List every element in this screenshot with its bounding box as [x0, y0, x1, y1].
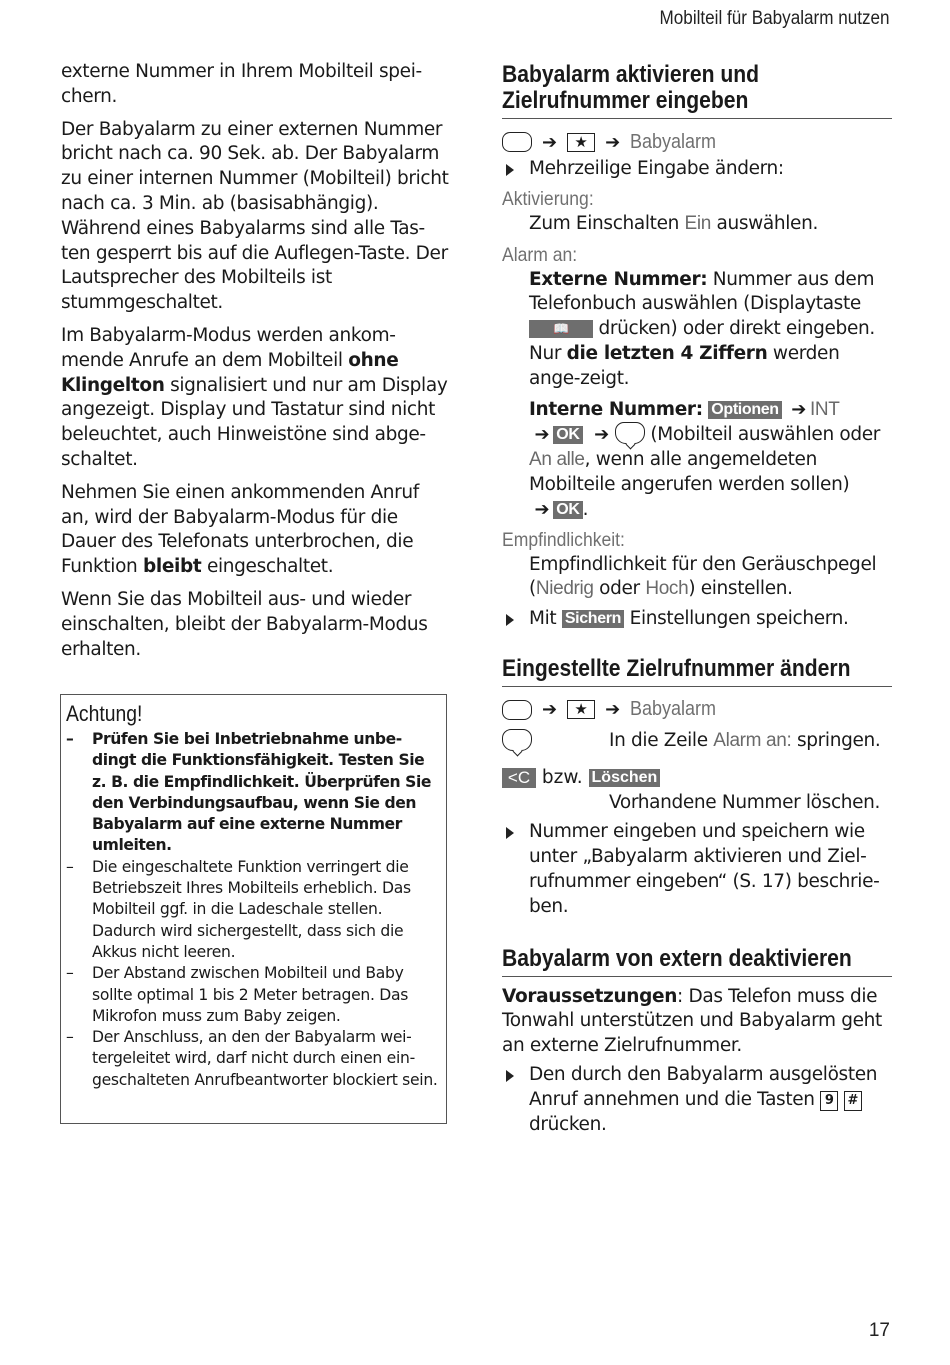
phonebook-key-icon: 📖: [529, 320, 593, 338]
warning-box: [60, 694, 447, 1124]
paragraph: Im Babyalarm-Modus werden ankom-mende Anrufe an dem Mobilteil ohne Klingelton signalisiert und nur am Display angezeigt. Display und Tastatur sind nicht beleuchtet, auch Hinweistöne sind abge-schaltet.: [61, 324, 448, 470]
key-row: <C bzw. Löschen: [502, 766, 892, 791]
menu-term: Babyalarm: [630, 698, 717, 721]
step-bullet-icon: [506, 164, 514, 176]
star-key-icon: ★: [567, 133, 595, 152]
warning-item: – Der Abstand zwischen Mobilteil und Baby sollte optimal 1 bis 2 Meter betragen. Das Mikrofon muss zum Baby zeigen.: [66, 964, 409, 1025]
paragraph: Der Babyalarm zu einer externen Nummer bricht nach ca. 90 Sek. ab. Der Babyalarm zu einer internen Nummer (Mobilteil) bricht nach ca. 3 Min. ab (basisabhängig). Während eines Babyalarms sind alle Tas-ten gesperrt bis auf die Auflegen-Taste. Der Lautsprecher des Mobilteils ist stummgeschaltet.: [61, 118, 449, 314]
field-description: Zum Einschalten Ein auswählen.: [529, 212, 818, 234]
warning-item: – Der Anschluss, an den der Babyalarm wei-tergeleitet wird, darf nicht durch einen ein-geschalteten Anrufbeantworter blockiert sein.: [66, 1028, 438, 1089]
step-bullet-icon: [506, 614, 514, 626]
menu-path: [502, 695, 892, 725]
section-title-activate: Babyalarm aktivieren und Zielrufnummer eingeben: [502, 62, 892, 119]
loeschen-key: Löschen: [589, 769, 661, 787]
bold-text: ohne Klingelton: [61, 349, 399, 396]
key-row-description: Vorhandene Nummer löschen.: [609, 791, 881, 813]
key-9-icon: 9: [820, 1091, 838, 1111]
step-bullet-icon: [506, 1070, 514, 1082]
field-description: Empfindlichkeit für den Geräuschpegel (Niedrig oder Hoch) einstellen.: [529, 553, 877, 600]
step: Nummer eingeben und speichern wie unter „Babyalarm aktivieren und Ziel-rufnummer eingeben“ (S. 17) beschrie-ben.: [502, 820, 892, 919]
step-bullet-icon: [506, 827, 514, 839]
paragraph: externe Nummer in Ihrem Mobilteil spei-chern.: [61, 61, 422, 107]
nav-updown-key-icon: [502, 729, 532, 751]
hash-key-icon: #: [844, 1091, 862, 1111]
left-column: [61, 60, 451, 670]
key-row: In die Zeile Alarm an: springen.: [502, 729, 892, 759]
ok-key: OK: [553, 426, 582, 444]
step: Mit Sichern Einstellungen speichern.: [502, 607, 892, 632]
star-key-icon: ★: [567, 700, 595, 719]
paragraph: Voraussetzungen: Das Telefon muss die Tonwahl unterstützen und Babyalarm geht an externe Zielrufnummer.: [502, 985, 882, 1057]
ok-key: OK: [553, 501, 582, 519]
step: Den durch den Babyalarm ausgelösten Anruf annehmen und die Tasten 9 # drücken.: [502, 1063, 892, 1137]
right-column: [502, 60, 892, 1137]
page-number: 17: [868, 1320, 890, 1341]
field-description: Externe Nummer: Nummer aus dem Telefonbuch auswählen (Displaytaste 📖 drücken) oder direkt eingeben. Nur die letzten 4 Ziffern werden ange-zeigt.: [529, 268, 875, 389]
warning-item: – Die eingeschaltete Funktion verringert die Betriebszeit Ihres Mobilteils erheblich. Das Mobilteil ggf. in die Ladeschale stellen. Dadurch wird sichergestellt, dass sich die Akkus nicht leeren.: [66, 857, 411, 961]
warning-item: – Prüfen Sie bei Inbetriebnahme unbe-dingt die Funktionsfähigkeit. Testen Sie z. B. die Empfindlichkeit. Überprüfen Sie den Verbindungsaufbau, wenn Sie den Babyalarm auf eine externe Nummer umleiten.: [66, 730, 431, 855]
section-title-deactivate: Babyalarm von extern deaktivieren: [502, 946, 892, 977]
nav-updown-key-icon: [615, 422, 645, 444]
step: Mehrzeilige Eingabe ändern:: [502, 157, 892, 182]
arrow-icon: ➔: [605, 131, 621, 153]
field-label: Empfindlichkeit:: [502, 528, 625, 551]
menu-term: Babyalarm: [630, 130, 717, 153]
field-label: Alarm an:: [502, 243, 578, 266]
nav-key-icon: [502, 700, 532, 720]
sichern-key: Sichern: [562, 610, 624, 628]
nav-key-icon: [502, 132, 532, 152]
clear-key: <C: [502, 768, 536, 788]
menu-path: [502, 127, 892, 157]
paragraph: Nehmen Sie einen ankommenden Anruf an, wird der Babyalarm-Modus für die Dauer des Telefonats unterbrochen, die Funktion bleibt eingeschaltet.: [61, 481, 419, 578]
running-header: Mobilteil für Babyalarm nutzen: [659, 8, 890, 29]
field-description: Interne Nummer: Optionen ➔ INT ➔ OK ➔ (Mobilteil auswählen oder An alle, wenn alle angemeldeten Mobilteile angerufen werden sollen) ➔ OK .: [529, 398, 881, 520]
paragraph: Wenn Sie das Mobilteil aus- und wieder einschalten, bleibt der Babyalarm-Modus erhalten.: [61, 588, 428, 660]
arrow-icon: ➔: [605, 699, 621, 721]
field-label: Aktivierung:: [502, 187, 594, 210]
optionen-key: Optionen: [708, 401, 781, 419]
arrow-icon: ➔: [542, 699, 558, 721]
bold-text: bleibt: [142, 556, 202, 578]
warning-title: Achtung!: [66, 701, 143, 726]
section-title-change: Eingestellte Zielrufnummer ändern: [502, 656, 892, 687]
arrow-icon: ➔: [542, 131, 558, 153]
